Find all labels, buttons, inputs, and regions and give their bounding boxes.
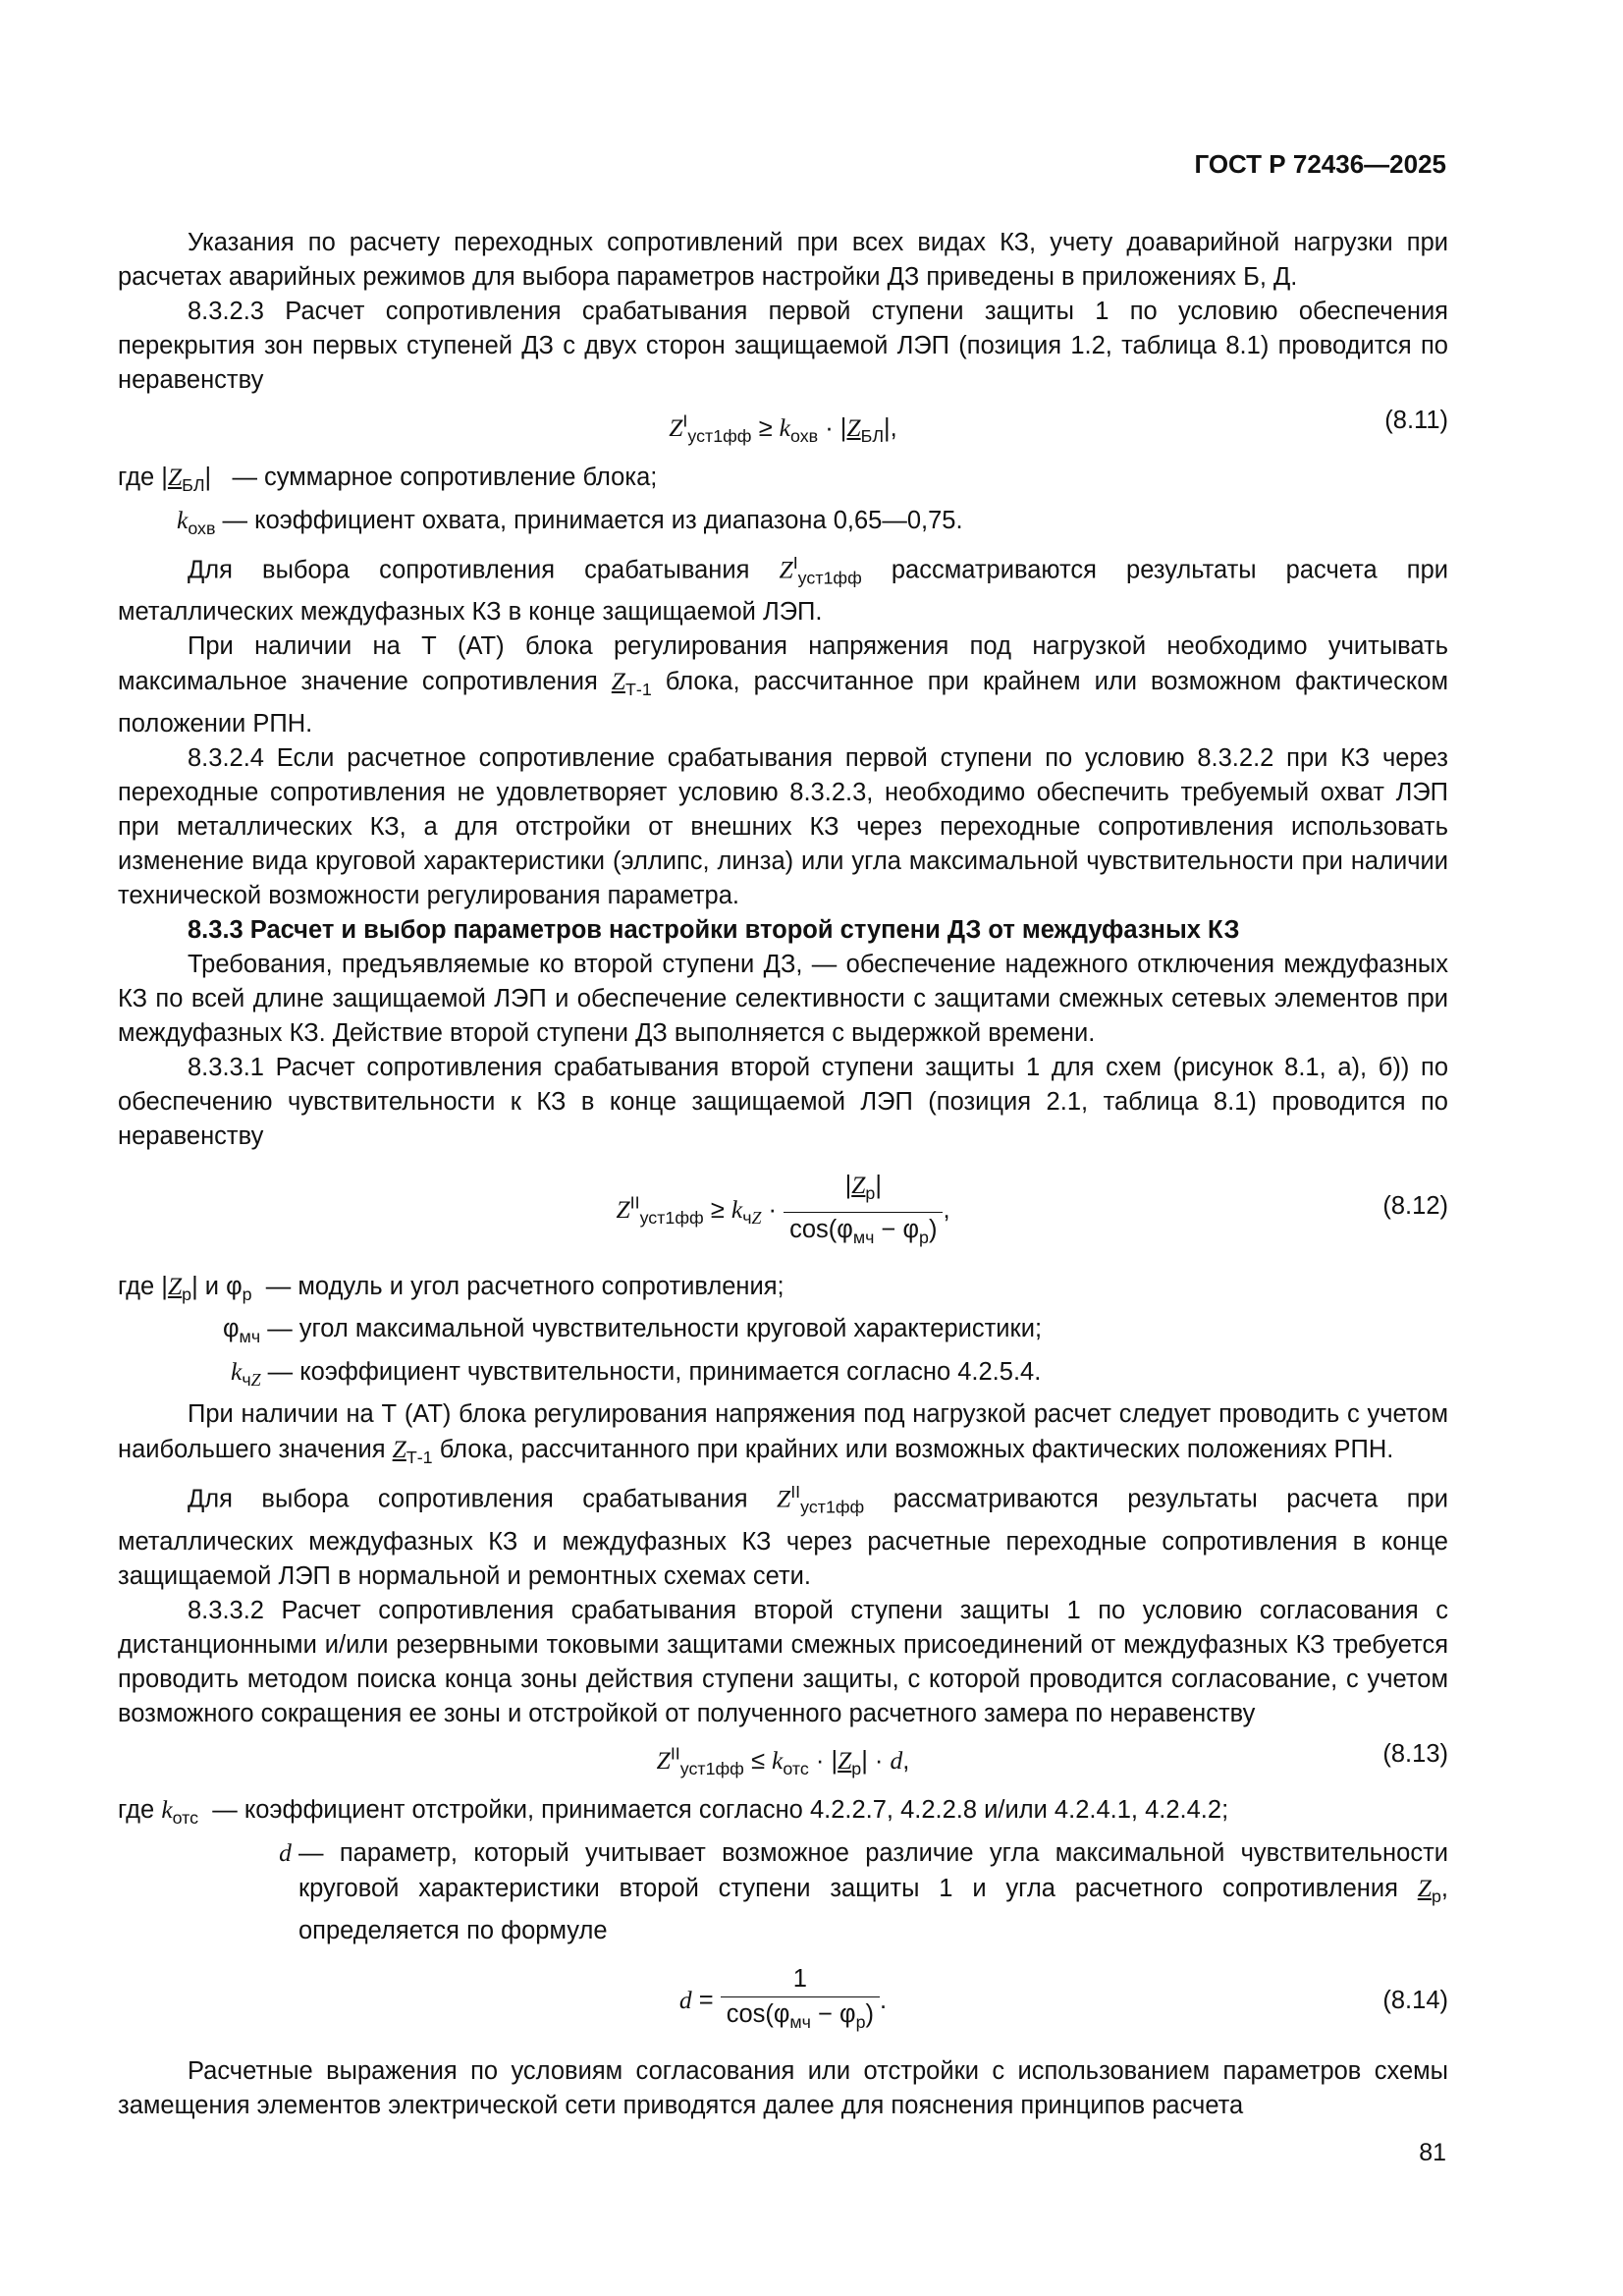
formula-number: (8.11) <box>1384 407 1448 434</box>
where-item: $k_{чZ}$ — коэффициент чувствительности, принимается согласно 4.2.5.4. <box>231 1356 1042 1390</box>
paragraph: Для выбора сопротивления срабатывания $Z^I_{уст1фф}$ рассматриваются результаты расчета при металлических междуфазных КЗ в конце защищаемой ЛЭП. <box>118 552 1448 627</box>
paragraph: Расчетные выражения по условиям согласования или отстройки с использованием параметров схемы замещения элементов электрической сети приводятся далее для пояснения принципов расчета <box>118 2056 1448 2119</box>
formula-8-12: $Z^{II}_{уст1фф} \ge k_{чZ}$ · $\frac{|Z_р|}{\cos(\varphi_{мч} - \varphi_р)}$ , (8.12) <box>118 1168 1448 1254</box>
paragraph: 8.3.2.3 Расчет сопротивления срабатывания первой ступени защиты 1 по условию обеспечения перекрытия зон первых ступеней ДЗ с двух сторон защищаемой ЛЭП (позиция 1.2, таблица 8.1) проводится по неравенству <box>118 298 1448 394</box>
formula-8-11: $Z^I_{уст1фф} \ge k_{охв} \cdot |Z_{БЛ}|$, (8.11) <box>118 404 1448 454</box>
paragraph: Требования, предъявляемые ко второй ступени ДЗ, — обеспечение надежного отключения междуфазных КЗ по всей длине защищаемой ЛЭП и обеспечение селективности с защитами смежных сетевых элементов при междуфазных КЗ. Действие второй ступени ДЗ выполняется с выдержкой времени. <box>118 951 1448 1048</box>
paragraph: При наличии на Т (АТ) блока регулирования напряжения под нагрузкой расчет следует проводить с учетом наибольшего значения $Z_{Т-1}$ блока, рассчитанного при крайних или возможных фактических положениях РПН. <box>118 1399 1448 1468</box>
paragraph: Указания по расчету переходных сопротивлений при всех видах КЗ, учету доаварийной нагрузки при расчетах аварийных режимов для выбора параметров настройки ДЗ приведены в приложениях Б, Д. <box>118 229 1448 291</box>
document-header: ГОСТ Р 72436—2025 <box>1194 149 1446 179</box>
formula-8-13: $Z^{II}_{уст1фф} \le k_{отс} \cdot |Z_р| \cdot d$, (8.13) <box>118 1737 1448 1787</box>
where-item: $\varphi_{мч}$ — угол максимальной чувствительности круговой характеристики; <box>223 1314 1043 1346</box>
formula-number: (8.12) <box>1382 1192 1448 1221</box>
formula-number: (8.14) <box>1382 1987 1448 2015</box>
where-item: $k_{охв}$ — коэффициент охвата, принимается из диапазона 0,65—0,75. <box>177 505 963 538</box>
body-text <box>118 226 1448 2123</box>
where-item: где $|Z_р|$ и $\varphi_р$ — модуль и угол расчетного сопротивления; <box>118 1271 784 1304</box>
paragraph: Для выбора сопротивления срабатывания $Z^{II}_{уст1фф}$ рассматриваются результаты расчета при металлических междуфазных КЗ и междуфазных КЗ через расчетные переходные сопротивления в конце защищаемой ЛЭП в нормальной и ремонтных схемах сети. <box>118 1482 1448 1590</box>
formula-8-14: d = $\frac{1}{\cos(\varphi_{мч} - \varphi_р)}$ . (8.14) <box>118 1962 1448 2040</box>
where-item: где $|Z_{БЛ}|$ — суммарное сопротивление блока; <box>118 462 658 495</box>
paragraph: 8.3.3.1 Расчет сопротивления срабатывания второй ступени защиты 1 для схем (рисунок 8.1, а), б)) по обеспечению чувствительности к КЗ в конце защищаемой ЛЭП (позиция 2.1, таблица 8.1) проводится по неравенству <box>118 1054 1448 1151</box>
section-heading: 8.3.3 Расчет и выбор параметров настройки второй ступени ДЗ от междуфазных КЗ <box>188 916 1240 945</box>
page-number: 81 <box>1419 2139 1446 2166</box>
paragraph: 8.3.3.2 Расчет сопротивления срабатывания второй ступени защиты 1 по условию согласования с дистанционными и/или резервными токовыми защитами смежных присоединений от междуфазных КЗ требуется проводить методом поиска конца зоны действия ступени защиты, с которой проводится согласование, с учетом возможного сокращения ее зоны и отстройкой от полученного расчетного замера по неравенству <box>118 1596 1448 1727</box>
paragraph: При наличии на Т (АТ) блока регулирования напряжения под нагрузкой необходимо учитывать максимальное значение сопротивления $Z_{Т-1}$ блока, рассчитанное при крайнем или возможном фактическом положении РПН. <box>118 632 1448 738</box>
paragraph: 8.3.2.4 Если расчетное сопротивление срабатывания первой ступени по условию 8.3.2.2 при КЗ через переходные сопротивления не удовлетворяет условию 8.3.2.3, необходимо обеспечить требуемый охват ЛЭП при металлических КЗ, а для отстройки от внешних КЗ через переходные сопротивления использовать изменение вида круговой характеристики (эллипс, линза) или угла максимальной чувствительности при наличии технической возможности регулирования параметра. <box>118 744 1448 910</box>
where-item: где $k_{отс}$ — коэффициент отстройки, принимается согласно 4.2.2.7, 4.2.2.8 и/или 4.2.4.1, 4.2.4.2; <box>118 1795 1229 1829</box>
where-item: d — параметр, который учитывает возможное различие угла максимальной чувствительности круговой характеристики второй ступени защиты 1 и угла расчетного сопротивления $Z_р$, определяется по формуле <box>279 1838 1448 1945</box>
formula-number: (8.13) <box>1382 1739 1448 1768</box>
